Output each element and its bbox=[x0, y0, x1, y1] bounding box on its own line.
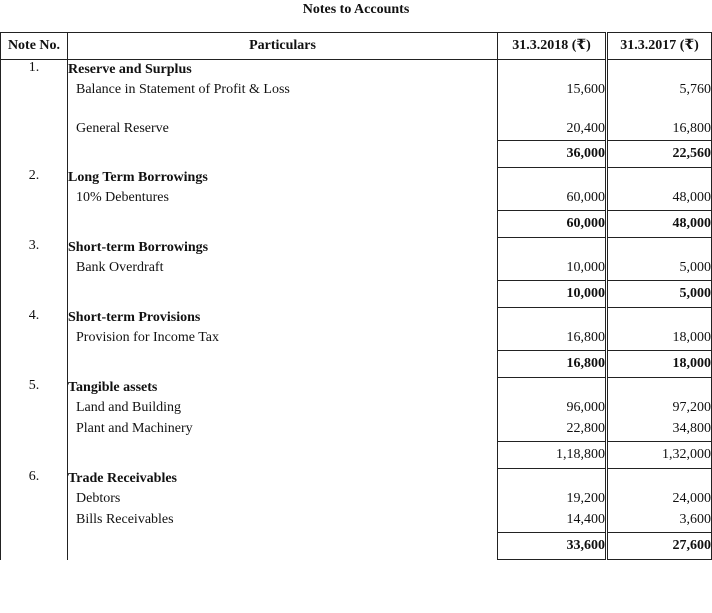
amounts-2018 bbox=[498, 60, 607, 141]
note-title: Tangible assets bbox=[68, 379, 158, 395]
total-2017: 1,32,000 bbox=[662, 447, 711, 462]
total-2017: 27,600 bbox=[672, 538, 711, 553]
amounts-2017 bbox=[607, 378, 712, 442]
line-item-value-2017: 24,000 bbox=[672, 491, 711, 506]
line-item-value-2018: 15,600 bbox=[566, 82, 605, 97]
line-item-value-2018: 19,200 bbox=[566, 491, 605, 506]
total-2017: 18,000 bbox=[672, 356, 711, 371]
line-item-value-2017: 5,760 bbox=[679, 82, 711, 97]
line-item-value-2017: 16,800 bbox=[672, 121, 711, 136]
line-item-label: General Reserve bbox=[76, 121, 169, 136]
total-2017: 5,000 bbox=[679, 286, 711, 301]
amounts-2017 bbox=[607, 308, 712, 351]
note-block bbox=[1, 238, 712, 281]
header-year-2017: 31.3.2017 (₹) bbox=[607, 33, 712, 60]
header-note-no: Note No. bbox=[1, 33, 68, 60]
line-item-label: Debtors bbox=[76, 490, 121, 506]
line-item-value-2017: 48,000 bbox=[672, 190, 711, 205]
note-block bbox=[1, 168, 712, 211]
note-number: 3. bbox=[1, 238, 68, 308]
note-particulars bbox=[68, 60, 498, 168]
note-particulars bbox=[68, 308, 498, 378]
total-2017: 22,560 bbox=[672, 146, 711, 161]
header-row bbox=[1, 33, 712, 60]
line-item-value-2017: 5,000 bbox=[679, 260, 711, 275]
amounts-2018 bbox=[498, 378, 607, 442]
line-item-value-2017: 18,000 bbox=[672, 330, 711, 345]
note-particulars bbox=[68, 378, 498, 469]
total-2018: 36,000 bbox=[566, 146, 605, 161]
notes-table bbox=[0, 32, 712, 560]
header-particulars: Particulars bbox=[68, 33, 498, 60]
amounts-2017 bbox=[607, 469, 712, 533]
note-title: Short-term Provisions bbox=[68, 309, 201, 325]
line-item-label: 10% Debentures bbox=[76, 189, 169, 205]
note-number: 4. bbox=[1, 308, 68, 378]
note-title: Long Term Borrowings bbox=[68, 169, 208, 185]
note-block bbox=[1, 378, 712, 442]
line-item-value-2018: 60,000 bbox=[566, 190, 605, 205]
total-2018: 60,000 bbox=[566, 216, 605, 231]
amounts-2018 bbox=[498, 308, 607, 351]
note-particulars bbox=[68, 238, 498, 308]
line-item-label: Plant and Machinery bbox=[76, 420, 193, 436]
line-item-value-2017: 34,800 bbox=[672, 421, 711, 436]
line-item-value-2018: 14,400 bbox=[566, 512, 605, 527]
line-item-value-2018: 10,000 bbox=[566, 260, 605, 275]
amounts-2017 bbox=[607, 168, 712, 211]
note-number: 2. bbox=[1, 168, 68, 238]
line-item-value-2017: 3,600 bbox=[679, 512, 711, 527]
line-item-value-2018: 16,800 bbox=[566, 330, 605, 345]
line-item-label: Balance in Statement of Profit & Loss bbox=[76, 82, 290, 97]
total-2018: 16,800 bbox=[566, 356, 605, 371]
header-year-2018: 31.3.2018 (₹) bbox=[498, 33, 607, 60]
line-item-value-2018: 22,800 bbox=[566, 421, 605, 436]
line-item-value-2018: 20,400 bbox=[566, 121, 605, 136]
note-particulars bbox=[68, 469, 498, 560]
line-item-label: Provision for Income Tax bbox=[76, 329, 220, 345]
line-item-label: Bank Overdraft bbox=[76, 259, 164, 275]
line-item-value-2017: 97,200 bbox=[672, 400, 711, 415]
note-title: Short-term Borrowings bbox=[68, 239, 209, 255]
note-block bbox=[1, 60, 712, 141]
note-block bbox=[1, 308, 712, 351]
line-item-label: Land and Building bbox=[76, 399, 181, 415]
line-item-value-2018: 96,000 bbox=[566, 400, 605, 415]
total-2018: 1,18,800 bbox=[556, 447, 605, 462]
note-title: Trade Receivables bbox=[68, 470, 177, 486]
amounts-2018 bbox=[498, 238, 607, 281]
line-item-label: Bills Receivables bbox=[76, 511, 174, 527]
amounts-2018 bbox=[498, 168, 607, 211]
page-title: Notes to Accounts bbox=[302, 2, 410, 17]
amounts-2018 bbox=[498, 469, 607, 533]
total-2018: 33,600 bbox=[566, 538, 605, 553]
amounts-2017 bbox=[607, 238, 712, 281]
note-particulars bbox=[68, 168, 498, 238]
note-number: 6. bbox=[1, 469, 68, 560]
total-2017: 48,000 bbox=[672, 216, 711, 231]
note-title: Reserve and Surplus bbox=[68, 62, 192, 77]
total-2018: 10,000 bbox=[566, 286, 605, 301]
amounts-2017 bbox=[607, 60, 712, 141]
note-number: 5. bbox=[1, 378, 68, 469]
note-block bbox=[1, 469, 712, 533]
note-number: 1. bbox=[1, 60, 68, 168]
